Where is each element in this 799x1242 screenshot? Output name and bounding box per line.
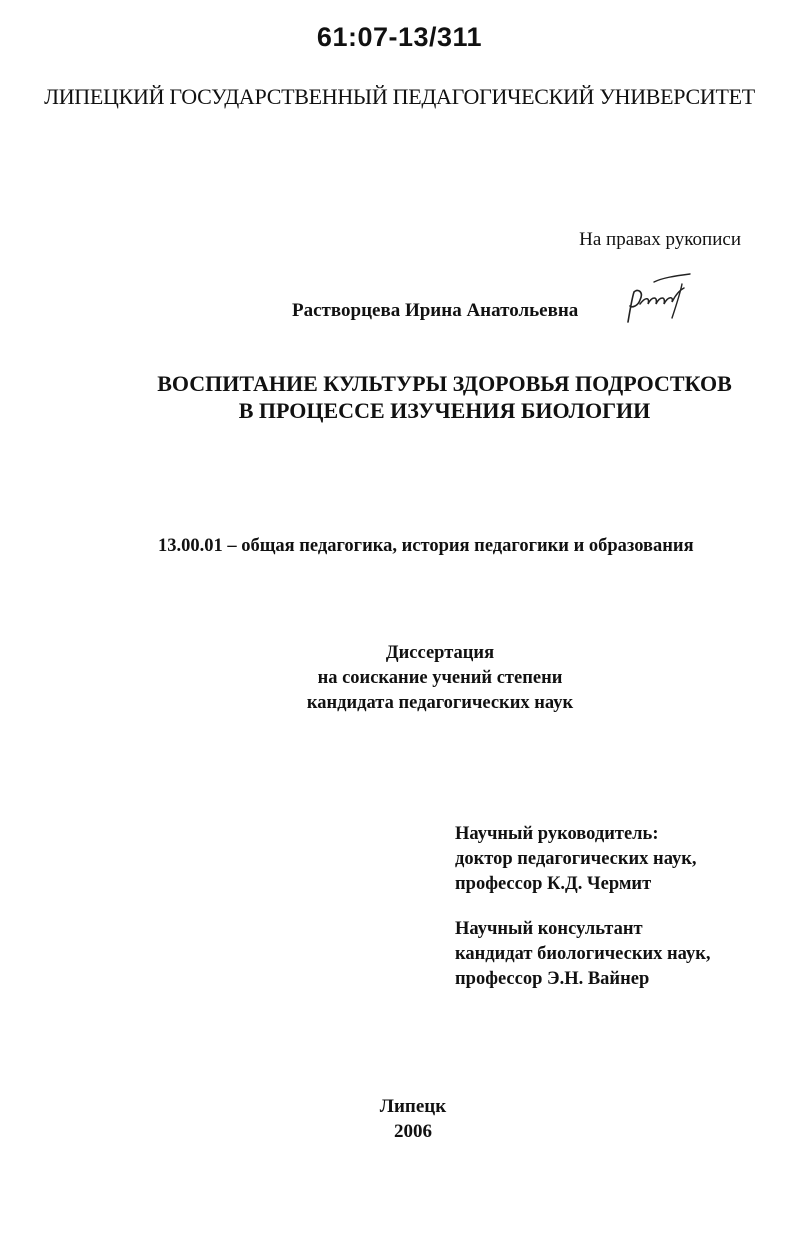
city: Липецк bbox=[379, 1096, 447, 1117]
author-name: Растворцева Ирина Анатольевна bbox=[292, 300, 579, 321]
dissertation-title bbox=[0, 370, 799, 424]
dissertation-line-3: кандидата педагогических наук bbox=[306, 693, 574, 713]
place-and-year bbox=[0, 1094, 799, 1144]
consultant-role: Научный консультант bbox=[455, 919, 643, 939]
dissertation-line-2: на соискание учений степени bbox=[317, 668, 563, 688]
consultant-name: профессор Э.Н. Вайнер bbox=[455, 969, 650, 989]
consultant-block bbox=[455, 917, 711, 992]
dissertation-line-1: Диссертация bbox=[385, 643, 495, 663]
supervisor-degree: доктор педагогических наук, bbox=[455, 849, 697, 869]
title-line-1: ВОСПИТАНИЕ КУЛЬТУРЫ ЗДОРОВЬЯ ПОДРОСТКОВ bbox=[157, 371, 732, 396]
university-name: ЛИПЕЦКИЙ ГОСУДАРСТВЕННЫЙ ПЕДАГОГИЧЕСКИЙ УНИВЕРСИТЕТ bbox=[44, 84, 755, 109]
title-line-2: В ПРОЦЕССЕ ИЗУЧЕНИЯ БИОЛОГИИ bbox=[238, 398, 651, 423]
specialty-code: 13.00.01 – общая педагогика, история педагогики и образования bbox=[158, 536, 694, 556]
manuscript-note: На правах рукописи bbox=[579, 229, 741, 250]
archive-code: 61:07-13/311 bbox=[316, 22, 483, 52]
year: 2006 bbox=[394, 1121, 432, 1142]
supervisor-role: Научный руководитель: bbox=[455, 824, 659, 844]
supervisor-name: профессор К.Д. Чермит bbox=[455, 874, 652, 894]
supervisor-block bbox=[455, 822, 697, 897]
handwritten-signature bbox=[618, 270, 698, 330]
dissertation-type bbox=[0, 641, 799, 716]
consultant-degree: кандидат биологических наук, bbox=[455, 944, 711, 964]
